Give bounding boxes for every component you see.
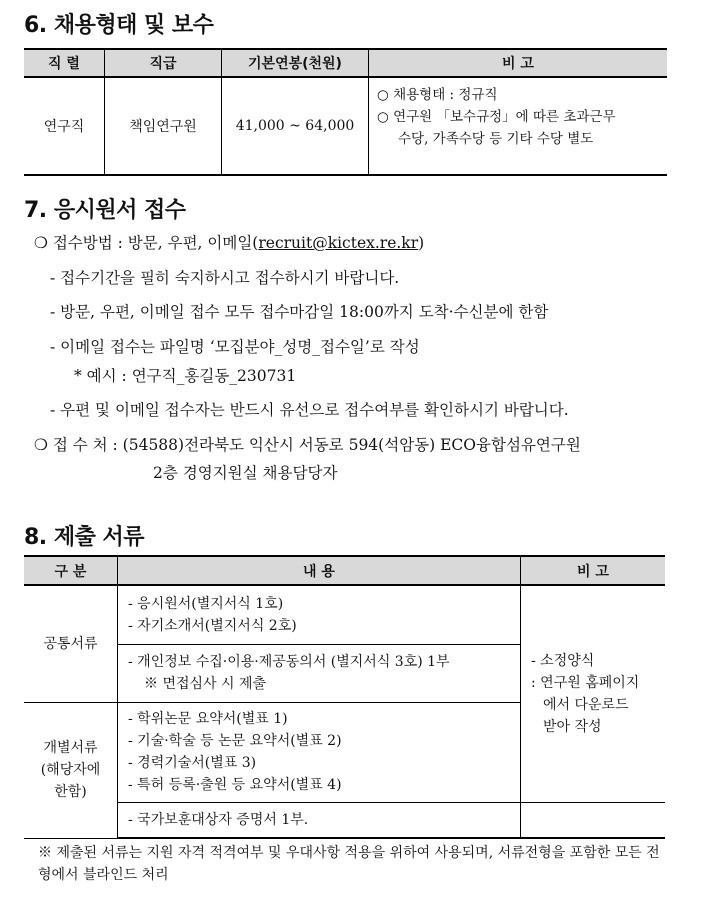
list-item: - 개인정보 수집·이용·제공동의서 (별지서식 3호) 1부	[128, 654, 450, 670]
header-memo: 비 고	[521, 556, 666, 585]
cell-rank: 책임연구원	[105, 77, 222, 175]
cell-individual-extra: - 국가보훈대상자 증명서 1부.	[118, 802, 521, 838]
footnote: ※ 제출된 서류는 지원 자격 적격여부 및 우대사항 적용을 위하여 사용되며, 서류전형을 포함한 모든 전형에서 블라인드 처리	[38, 845, 660, 883]
table-row	[24, 802, 665, 838]
category-label: 한함)	[54, 784, 87, 800]
list-item: - 경력기술서(별표 3)	[128, 755, 257, 771]
header-series: 직 렬	[24, 49, 105, 77]
list-item: - 특허 등록·출원 등 요약서(별표 4)	[128, 777, 342, 793]
section-7-title: 7. 응시원서 접수	[24, 198, 186, 223]
cell-common-items-b	[118, 644, 521, 702]
list-item: - 자기소개서(별지서식 2호)	[128, 617, 297, 634]
cell-series: 연구직	[24, 77, 105, 175]
cell-salary: 41,000 ~ 64,000	[222, 77, 369, 175]
memo-line: : 연구원 홈페이지	[531, 674, 640, 691]
table-header-row	[24, 49, 667, 77]
list-item: - 이메일 접수는 파일명 ‘모집분야_성명_접수일’로 작성	[50, 338, 420, 356]
memo-line: 수당, 가족수당 등 기타 수당 별도	[398, 131, 594, 147]
header-contents: 내 용	[118, 556, 521, 585]
category-label: (해당자에	[40, 762, 101, 778]
memo-line: 에서 다운로드	[543, 696, 629, 713]
cell-memo	[521, 585, 666, 802]
place-line: 2층 경영지원실 채용담당자	[153, 464, 338, 482]
cell-empty	[521, 802, 666, 838]
section-6-title: 6. 채용형태 및 보수	[24, 13, 214, 38]
place-line: ❍ 접 수 처 : (54588)전라북도 익산시 서동로 594(석암동) ECO융합섬유연구원	[34, 436, 581, 454]
memo-line: - 소정양식	[531, 652, 595, 669]
list-item: - 기술·학술 등 논문 요약서(별표 2)	[128, 733, 342, 749]
category-label: 개별서류	[43, 740, 98, 756]
cell-individual-items	[118, 702, 521, 802]
header-rank: 직급	[105, 49, 222, 77]
table-row	[24, 585, 665, 644]
list-item: - 학위논문 요약서(별표 1)	[128, 711, 288, 727]
list-item: ※ 면접심사 시 제출	[144, 676, 267, 692]
cell-common-items-a	[118, 585, 521, 644]
table-header-row	[24, 556, 665, 585]
header-category: 구 분	[24, 556, 118, 585]
list-item: - 방문, 우편, 이메일 접수 모두 접수마감일 18:00까지 도착·수신분에 한함	[50, 303, 549, 321]
method-line	[34, 233, 424, 253]
documents-table	[24, 555, 665, 839]
memo-line: 받아 작성	[543, 718, 602, 735]
list-item: * 예시 : 연구직_홍길동_230731	[74, 367, 297, 385]
method-suffix: )	[418, 234, 425, 252]
memo-line: ○ 채용형태 : 정규직	[377, 87, 498, 103]
list-item: - 우편 및 이메일 접수자는 반드시 유선으로 접수여부를 확인하시기 바랍니다.	[50, 401, 569, 419]
cell-memo	[369, 77, 668, 175]
table-row	[24, 77, 667, 175]
list-item: - 응시원서(별지서식 1호)	[128, 595, 284, 612]
email-link[interactable]: recruit@kictex.re.kr	[258, 234, 419, 252]
cell-individual-label	[24, 702, 118, 838]
salary-table	[24, 48, 667, 176]
method-text: ❍ 접수방법 : 방문, 우편, 이메일(	[34, 234, 259, 252]
section-8-title: 8. 제출 서류	[24, 525, 144, 550]
memo-line: ○ 연구원 「보수규정」에 따른 초과근무	[377, 109, 616, 125]
header-memo: 비 고	[369, 49, 668, 77]
list-item: - 접수기간을 필히 숙지하시고 접수하시기 바랍니다.	[50, 269, 400, 287]
cell-common-label: 공통서류	[24, 585, 118, 702]
header-salary: 기본연봉(천원)	[222, 49, 369, 77]
